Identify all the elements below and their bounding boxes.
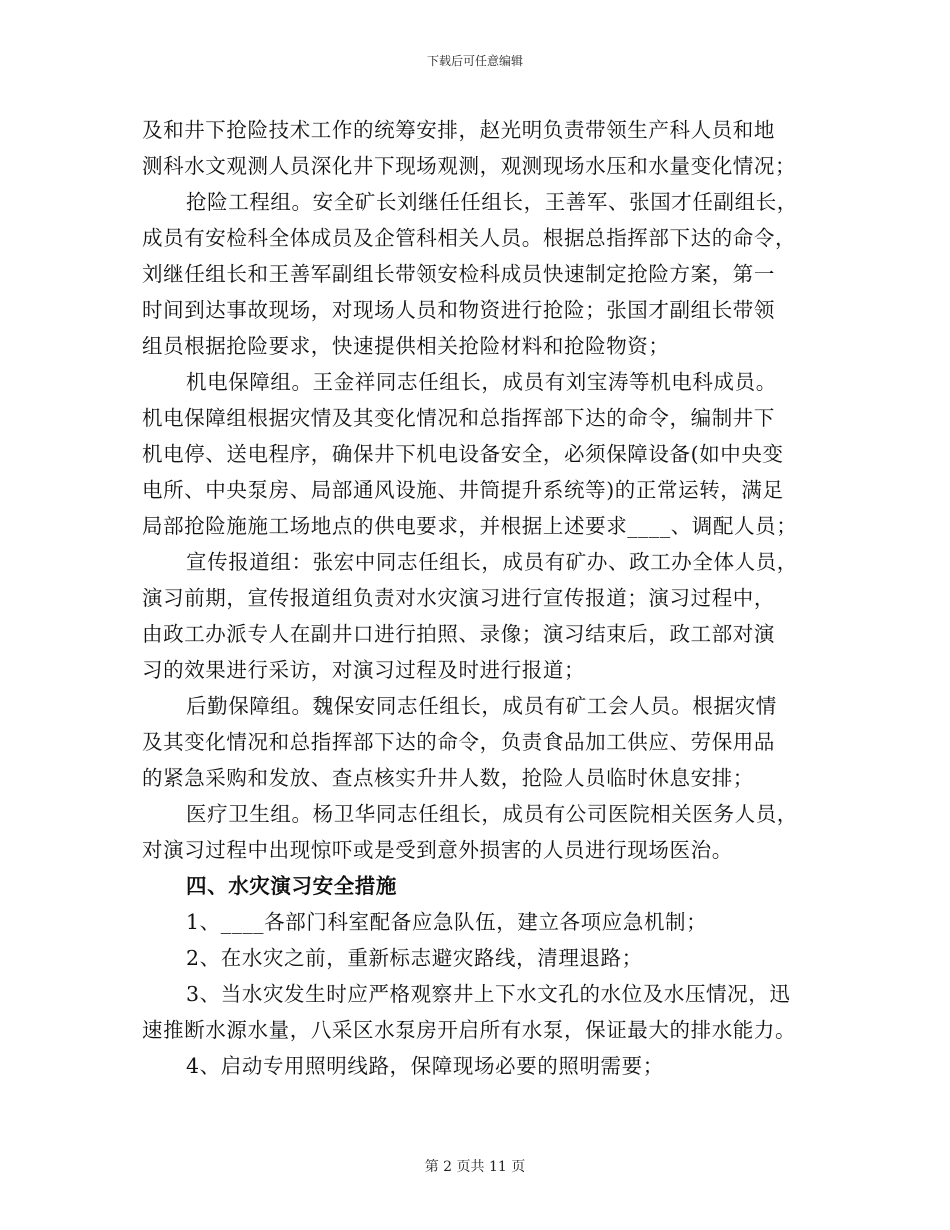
body-line: 及其变化情况和总指挥部下达的命令，负责食品加工供应、劳保用品 xyxy=(142,730,775,754)
body-line: 演习前期，宣传报道组负责对水灾演习进行宣传报道；演习过程中， xyxy=(142,586,775,610)
body-line: 组员根据抢险要求，快速提供相关抢险材料和抢险物资； xyxy=(142,334,670,358)
body-line: 测科水文观测人员深化井下现场观测，观测现场水压和水量变化情况； xyxy=(142,154,797,178)
body-line: 电所、中央泵房、局部通风设施、井筒提升系统等)的正常运转，满足 xyxy=(142,478,784,502)
page-footer: 第 2 页共 11 页 xyxy=(424,1159,526,1175)
list-item-2: 2、在水灾之前，重新标志避灾路线，清理退路； xyxy=(186,946,643,970)
page-header: 下载后可任意编辑 xyxy=(426,54,523,68)
paragraph-publicity-group: 宣传报道组：张宏中同志任组长，成员有矿办、政工办全体人员， xyxy=(186,550,798,574)
body-line: 成员有安检科全体成员及企管科相关人员。根据总指挥部下达的命令， xyxy=(142,226,797,250)
body-line: 对演习过程中出现惊吓或是受到意外损害的人员进行现场医治。 xyxy=(142,838,733,862)
paragraph-rescue-engineering-group: 抢险工程组。安全矿长刘继任任组长，王善军、张国才任副组长， xyxy=(186,190,798,214)
body-line: 刘继任组长和王善军副组长带领安检科成员快速制定抢险方案，第一 xyxy=(142,262,775,286)
body-line: 速推断水源水量，八采区水泵房开启所有水泵，保证最大的排水能力。 xyxy=(142,1018,797,1042)
document-body xyxy=(142,112,814,1084)
paragraph-logistics-group: 后勤保障组。魏保安同志任组长，成员有矿工会人员。根据灾情 xyxy=(186,694,777,718)
list-item-3: 3、当水灾发生时应严格观察井上下水文孔的水位及水压情况，迅 xyxy=(186,982,791,1006)
paragraph-medical-group: 医疗卫生组。杨卫华同志任组长，成员有公司医院相关医务人员， xyxy=(186,802,798,826)
body-line: 机电停、送电程序，确保井下机电设备安全，必须保障设备(如中央变 xyxy=(142,442,784,466)
body-line: 及和井下抢险技术工作的统筹安排，赵光明负责带领生产科人员和地 xyxy=(142,118,775,142)
paragraph-electromechanical-group: 机电保障组。王金祥同志任组长，成员有刘宝涛等机电科成员。 xyxy=(186,370,777,394)
body-line: 时间到达事故现场，对现场人员和物资进行抢险；张国才副组长带领 xyxy=(142,298,775,322)
body-line: 机电保障组根据灾情及其变化情况和总指挥部下达的命令，编制井下 xyxy=(142,406,775,430)
list-item-4: 4、启动专用照明线路，保障现场必要的照明需要； xyxy=(186,1054,664,1078)
section-heading: 四、水灾演习安全措施 xyxy=(186,874,397,898)
body-line: 的紧急采购和发放、查点核实升井人数，抢险人员临时休息安排； xyxy=(142,766,754,790)
list-item-1: 1、____各部门科室配备应急队伍，建立各项应急机制； xyxy=(186,910,708,934)
body-line: 由政工办派专人在副井口进行拍照、录像；演习结束后，政工部对演 xyxy=(142,622,775,646)
body-line: 局部抢险施施工场地点的供电要求，并根据上述要求____、调配人员； xyxy=(142,514,798,538)
body-line: 习的效果进行采访，对演习过程及时进行报道； xyxy=(142,658,586,682)
